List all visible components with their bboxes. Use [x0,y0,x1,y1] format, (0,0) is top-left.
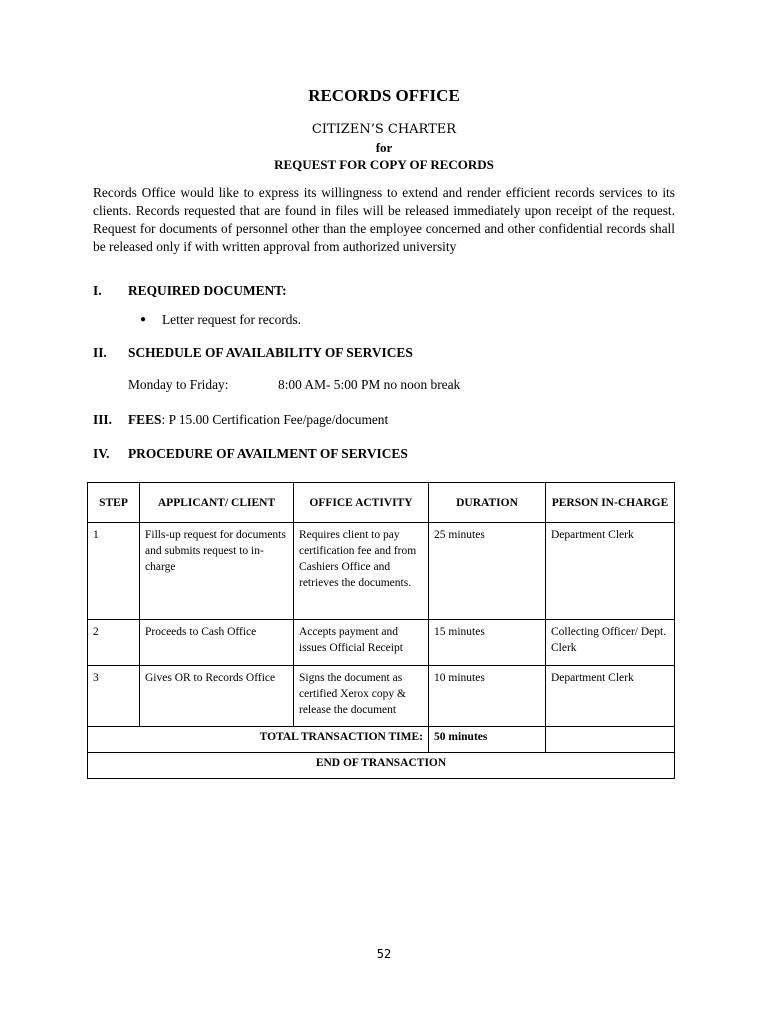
request-subtitle: REQUEST FOR COPY OF RECORDS [274,157,494,172]
step-cell: 3 [88,666,140,727]
duration-cell: 15 minutes [429,620,546,666]
person-cell: Department Clerk [546,523,675,620]
page-title: RECORDS OFFICE [308,86,460,105]
section-title: REQUIRED DOCUMENT: [128,283,287,298]
section-procedure [93,446,408,462]
total-row [88,727,675,753]
step-cell: 2 [88,620,140,666]
end-of-transaction: END OF TRANSACTION [88,753,675,779]
step-cell: 1 [88,523,140,620]
section-number: II. [93,345,107,360]
table-row [88,523,675,620]
list-item [140,312,301,328]
section-number: I. [93,283,102,298]
charter-subtitle: CITIZEN’S CHARTER [311,122,457,137]
schedule-hours: 8:00 AM- 5:00 PM no noon break [278,377,461,392]
intro-paragraph [93,184,675,256]
column-header-activity: OFFICE ACTIVITY [294,483,429,523]
column-header-client: APPLICANT/ CLIENT [140,483,294,523]
table-header-row [88,483,675,523]
section-title: PROCEDURE OF AVAILMENT OF SERVICES [128,446,408,461]
section-number: IV. [93,446,110,461]
duration-cell: 10 minutes [429,666,546,727]
client-cell: Fills-up request for documents and submits request to in-charge [140,523,294,620]
client-cell: Gives OR to Records Office [140,666,294,727]
list-item-text: Letter request for records. [162,312,302,327]
section-fees [93,412,388,428]
client-cell: Proceeds to Cash Office [140,620,294,666]
section-number: III. [93,412,112,427]
duration-cell: 25 minutes [429,523,546,620]
schedule-line [128,377,460,393]
column-header-step: STEP [88,483,140,523]
bullet-icon: ● [140,314,147,325]
fees-text: : P 15.00 Certification Fee/page/document [161,412,389,427]
schedule-days: Monday to Friday: [128,377,229,392]
section-required-document [93,283,287,299]
total-label: TOTAL TRANSACTION TIME: [88,727,429,753]
page-number: 52 [376,947,392,961]
column-header-duration: DURATION [429,483,546,523]
end-row [88,753,675,779]
activity-cell: Accepts payment and issues Official Receipt [294,620,429,666]
section-schedule [93,345,413,361]
section-title: SCHEDULE OF AVAILABILITY OF SERVICES [128,345,413,360]
total-empty-cell [546,727,675,753]
fees-label: FEES [128,412,162,427]
table-row [88,620,675,666]
for-subtitle: for [375,140,393,155]
total-value: 50 minutes [429,727,546,753]
table-row [88,666,675,727]
column-header-person: PERSON IN-CHARGE [546,483,675,523]
person-cell: Collecting Officer/ Dept. Clerk [546,620,675,666]
intro-text: Records Office would like to express its willingness to extend and render efficient records services to its clients. Records requested that are found in files will be released immediately upon receipt of the request. Request for documents of personnel other than the employee concerned and other confidential records shall be released only if with written approval from authorized university [93,185,675,254]
person-cell: Department Clerk [546,666,675,727]
activity-cell: Signs the document as certified Xerox copy & release the document [294,666,429,727]
activity-cell: Requires client to pay certification fee and from Cashiers Office and retrieves the documents. [294,523,429,620]
procedure-table [87,482,675,779]
